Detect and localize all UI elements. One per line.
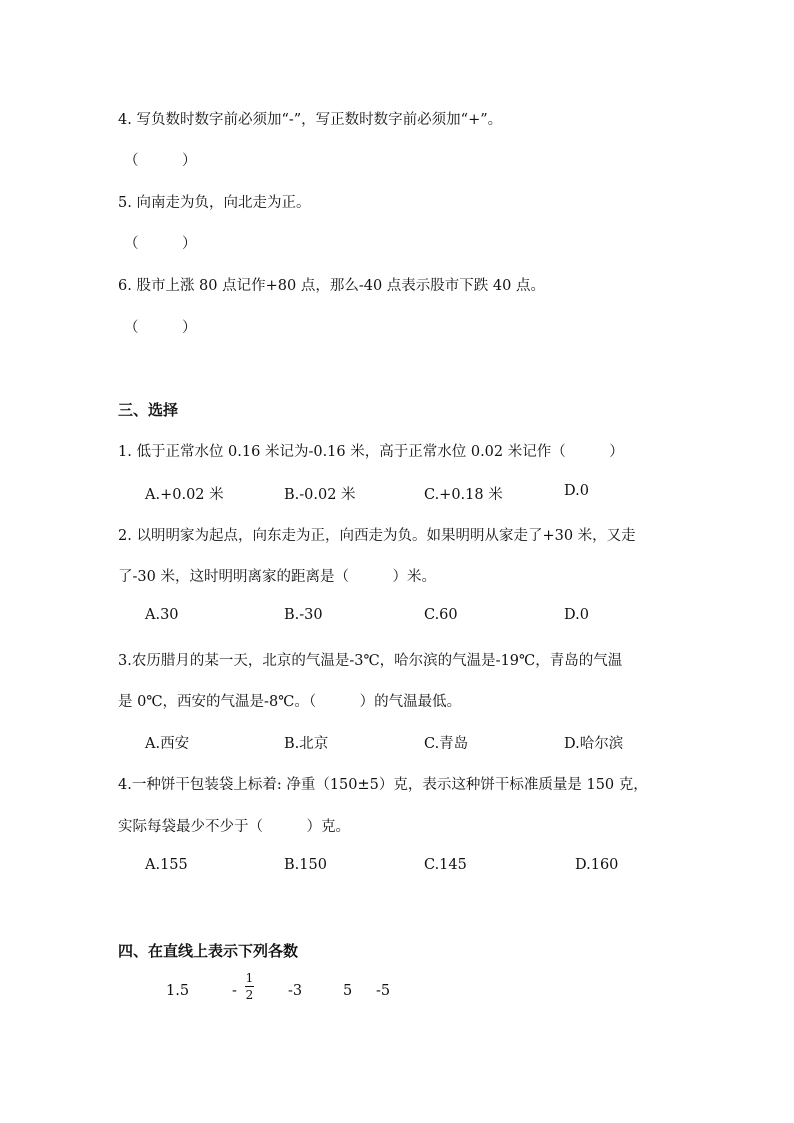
number-1-5: 1.5: [166, 983, 190, 999]
judgement-item-6: 6. 股市上涨 80 点记作+80 点，那么-40 点表示股市下跌 40 点。: [118, 278, 545, 294]
q2-option-c[interactable]: C.60: [424, 607, 458, 623]
q2-option-d[interactable]: D.0: [564, 607, 589, 623]
q4-option-a[interactable]: A.155: [145, 857, 188, 873]
choice-q4-line1: 4.一种饼干包装袋上标着: 净重（150±5）克，表示这种饼干标准质量是 150 克，: [118, 777, 648, 793]
fraction-bar: [245, 986, 254, 987]
choice-q2-line1: 2. 以明明家为起点，向东走为正，向西走为负。如果明明从家走了+30 米，又走: [118, 528, 636, 544]
q3-option-c[interactable]: C.青岛: [424, 736, 469, 752]
judgement-item-4: 4. 写负数时数字前必须加“-”，写正数时数字前必须加“+”。: [118, 112, 503, 128]
q3-option-a[interactable]: A.西安: [145, 736, 190, 752]
answer-blank-5[interactable]: （ ）: [124, 236, 197, 252]
q1-option-a[interactable]: A.+0.02 米: [145, 487, 224, 503]
fraction-numerator: 1: [245, 971, 254, 985]
q3-option-d[interactable]: D.哈尔滨: [564, 736, 624, 752]
number-5: 5: [343, 983, 353, 999]
section-heading-choice: 三、选择: [118, 401, 179, 419]
choice-q3-line2: 是 0℃，西安的气温是-8℃。（ ）的气温最低。: [118, 694, 462, 710]
choice-q4-line2: 实际每袋最少不少于（ ）克。: [118, 819, 350, 835]
q2-option-a[interactable]: A.30: [145, 607, 179, 623]
q4-option-d[interactable]: D.160: [575, 857, 619, 873]
fraction-negative-half: [245, 972, 254, 1001]
q2-option-b[interactable]: B.-30: [284, 607, 323, 623]
q4-option-b[interactable]: B.150: [284, 857, 327, 873]
number-neg-5: -5: [376, 983, 391, 999]
q1-option-b[interactable]: B.-0.02 米: [284, 487, 356, 503]
choice-q1: 1. 低于正常水位 0.16 米记为-0.16 米，高于正常水位 0.02 米记作（ ）: [118, 444, 624, 460]
section-heading-numberline: 四、在直线上表示下列各数: [118, 942, 299, 960]
choice-q3-line1: 3.农历腊月的某一天，北京的气温是-3℃，哈尔滨的气温是-19℃，青岛的气温: [118, 653, 623, 669]
q1-option-d[interactable]: D.0: [564, 483, 589, 499]
answer-blank-6[interactable]: （ ）: [124, 320, 197, 336]
q3-option-b[interactable]: B.北京: [284, 736, 329, 752]
q4-option-c[interactable]: C.145: [424, 857, 467, 873]
number-neg-3: -3: [288, 983, 303, 999]
choice-q2-line2: 了-30 米，这时明明离家的距离是（ ）米。: [118, 569, 436, 585]
answer-blank-4[interactable]: （ ）: [124, 153, 197, 169]
judgement-item-5: 5. 向南走为负，向北走为正。: [118, 195, 311, 211]
fraction-sign: -: [232, 983, 237, 999]
q1-option-c[interactable]: C.+0.18 米: [424, 487, 503, 503]
fraction-denominator: 2: [245, 988, 254, 1002]
